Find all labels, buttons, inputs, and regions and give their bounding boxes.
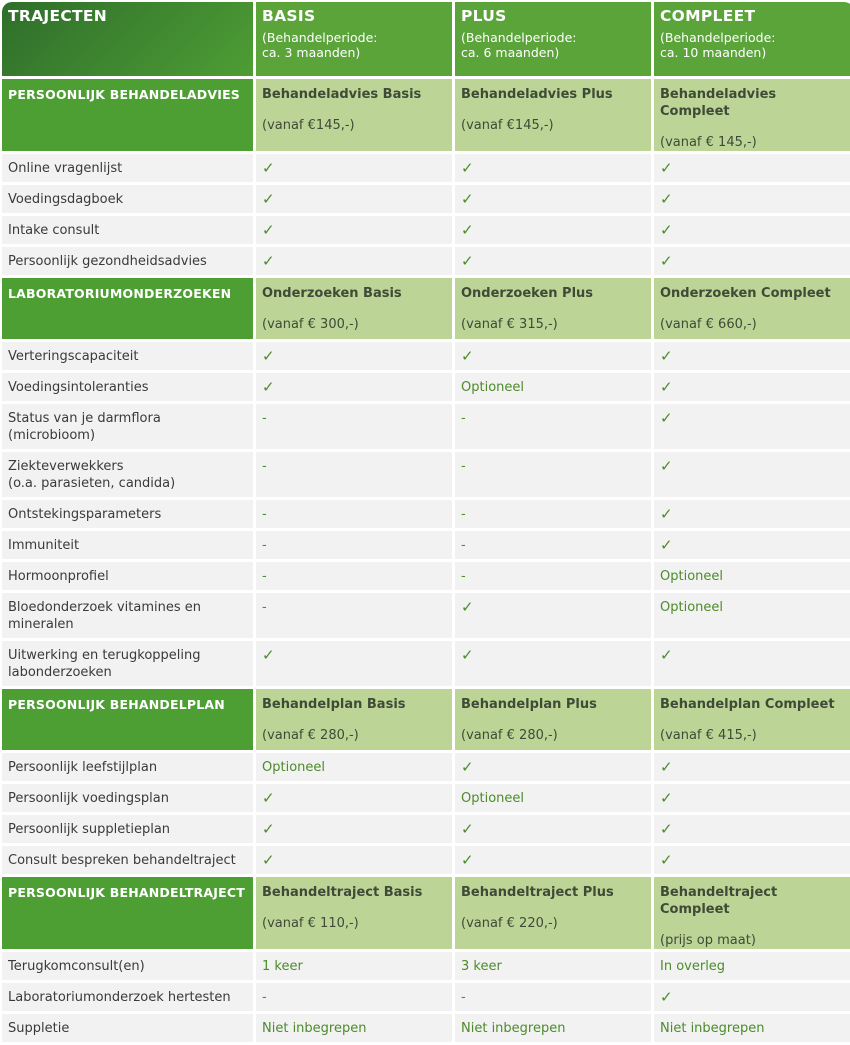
row-label: Ontstekingsparameters bbox=[8, 507, 162, 522]
row-label: Consult bespreken behandeltraject bbox=[8, 853, 236, 868]
not-included-mark: - bbox=[262, 569, 267, 584]
row-value-cell bbox=[256, 154, 452, 182]
check-icon: ✓ bbox=[660, 409, 673, 427]
row-label-cell bbox=[2, 154, 253, 182]
check-icon: ✓ bbox=[660, 789, 673, 807]
table-row bbox=[2, 753, 850, 781]
row-value-cell bbox=[256, 452, 452, 497]
row-value: Optioneel bbox=[461, 380, 524, 395]
row-value-cell bbox=[256, 983, 452, 1011]
row-label-cell bbox=[2, 846, 253, 874]
check-icon: ✓ bbox=[660, 252, 673, 270]
package-name: Behandeltraject Basis bbox=[262, 885, 423, 900]
header-plus-cell bbox=[455, 2, 651, 76]
row-value: 1 keer bbox=[262, 959, 303, 974]
not-included-mark: - bbox=[262, 507, 267, 522]
table-row bbox=[2, 500, 850, 528]
row-value-cell bbox=[455, 846, 651, 874]
check-icon: ✓ bbox=[660, 190, 673, 208]
section-package-cell bbox=[654, 877, 850, 949]
section-package-cell bbox=[455, 689, 651, 750]
check-icon: ✓ bbox=[660, 646, 673, 664]
section-title-cell bbox=[2, 79, 253, 151]
row-value-cell bbox=[455, 562, 651, 590]
not-included-mark: - bbox=[461, 990, 466, 1005]
package-price: (vanaf € 145,-) bbox=[660, 135, 757, 150]
row-value: In overleg bbox=[660, 959, 726, 974]
package-price: (vanaf € 300,-) bbox=[262, 317, 359, 332]
row-value-cell bbox=[654, 562, 850, 590]
row-value-cell bbox=[256, 784, 452, 812]
package-price: (vanaf € 280,-) bbox=[461, 728, 558, 743]
table-row bbox=[2, 562, 850, 590]
check-icon: ✓ bbox=[660, 851, 673, 869]
row-value-cell bbox=[654, 753, 850, 781]
check-icon: ✓ bbox=[461, 758, 474, 776]
row-value-cell bbox=[455, 185, 651, 213]
row-label-cell bbox=[2, 1014, 253, 1042]
row-value-cell bbox=[455, 216, 651, 244]
plan-name: BASIS bbox=[262, 7, 316, 25]
check-icon: ✓ bbox=[660, 159, 673, 177]
not-included-mark: - bbox=[262, 459, 267, 474]
row-value-cell bbox=[455, 983, 651, 1011]
row-value-cell bbox=[654, 154, 850, 182]
check-icon: ✓ bbox=[262, 378, 275, 396]
row-value-cell bbox=[654, 815, 850, 843]
row-value-cell bbox=[256, 562, 452, 590]
table-row bbox=[2, 815, 850, 843]
package-price: (vanaf €145,-) bbox=[262, 118, 355, 133]
row-value-cell bbox=[455, 815, 651, 843]
table-title: TRAJECTEN bbox=[8, 7, 108, 25]
table-row bbox=[2, 983, 850, 1011]
check-icon: ✓ bbox=[660, 378, 673, 396]
row-label: Voedingsdagboek bbox=[8, 192, 124, 207]
section-title: PERSOONLIJK BEHANDELPLAN bbox=[8, 697, 225, 712]
package-price: (vanaf € 220,-) bbox=[461, 916, 558, 931]
row-value-cell bbox=[256, 593, 452, 638]
row-label: Terugkomconsult(en) bbox=[8, 959, 145, 974]
package-name: Onderzoeken Basis bbox=[262, 286, 402, 301]
check-icon: ✓ bbox=[660, 988, 673, 1006]
section-package-cell bbox=[455, 79, 651, 151]
plan-period: (Behandelperiode: bbox=[262, 30, 378, 45]
section-title-cell bbox=[2, 877, 253, 949]
row-value-cell bbox=[654, 373, 850, 401]
check-icon: ✓ bbox=[660, 505, 673, 523]
header-basis-cell bbox=[256, 2, 452, 76]
table-row bbox=[2, 247, 850, 275]
row-label: Persoonlijk suppletieplan bbox=[8, 822, 171, 837]
plan-period: ca. 6 maanden) bbox=[461, 45, 560, 60]
row-value-cell bbox=[654, 185, 850, 213]
row-value-cell bbox=[654, 404, 850, 449]
row-label-cell bbox=[2, 562, 253, 590]
row-label: Laboratoriumonderzoek hertesten bbox=[8, 990, 231, 1005]
row-label: Persoonlijk voedingsplan bbox=[8, 791, 169, 806]
plan-period: (Behandelperiode: bbox=[461, 30, 577, 45]
row-label-cell bbox=[2, 216, 253, 244]
row-value: Optioneel bbox=[461, 791, 524, 806]
row-label: Ziekteverwekkers bbox=[8, 459, 124, 474]
row-value-cell bbox=[455, 452, 651, 497]
table-header-row bbox=[2, 2, 850, 76]
check-icon: ✓ bbox=[660, 536, 673, 554]
row-label-cell bbox=[2, 815, 253, 843]
header-title-cell bbox=[2, 2, 253, 76]
row-value-cell bbox=[654, 641, 850, 686]
row-label-cell bbox=[2, 983, 253, 1011]
package-name: Behandelplan Compleet bbox=[660, 697, 835, 712]
table-row bbox=[2, 1014, 850, 1042]
check-icon: ✓ bbox=[461, 252, 474, 270]
row-value-cell bbox=[455, 531, 651, 559]
table-row bbox=[2, 373, 850, 401]
row-value-cell bbox=[256, 952, 452, 980]
section-title: LABORATORIUMONDERZOEKEN bbox=[8, 286, 232, 301]
row-value-cell bbox=[256, 342, 452, 370]
check-icon: ✓ bbox=[660, 347, 673, 365]
section-package-cell bbox=[455, 278, 651, 339]
section-title-cell bbox=[2, 689, 253, 750]
row-value-cell bbox=[256, 500, 452, 528]
row-value-cell bbox=[455, 500, 651, 528]
check-icon: ✓ bbox=[461, 820, 474, 838]
check-icon: ✓ bbox=[262, 159, 275, 177]
check-icon: ✓ bbox=[660, 457, 673, 475]
check-icon: ✓ bbox=[461, 598, 474, 616]
row-label-cell bbox=[2, 373, 253, 401]
row-value-cell bbox=[256, 1014, 452, 1042]
package-price: (vanaf € 415,-) bbox=[660, 728, 757, 743]
row-label-continued: (microbioom) bbox=[8, 428, 96, 443]
table-row bbox=[2, 952, 850, 980]
package-name: Onderzoeken Compleet bbox=[660, 286, 831, 301]
table-row bbox=[2, 452, 850, 497]
row-label-cell bbox=[2, 452, 253, 497]
check-icon: ✓ bbox=[262, 646, 275, 664]
section-package-cell bbox=[256, 278, 452, 339]
row-value-cell bbox=[256, 531, 452, 559]
row-value: Niet inbegrepen bbox=[461, 1021, 566, 1036]
row-value: Optioneel bbox=[660, 569, 723, 584]
row-value-cell bbox=[455, 753, 651, 781]
row-value-cell bbox=[654, 983, 850, 1011]
check-icon: ✓ bbox=[262, 789, 275, 807]
table-row bbox=[2, 185, 850, 213]
package-name: Behandeltraject Plus bbox=[461, 885, 614, 900]
check-icon: ✓ bbox=[461, 347, 474, 365]
row-value-cell bbox=[455, 641, 651, 686]
package-name: Behandeladvies Plus bbox=[461, 87, 613, 102]
check-icon: ✓ bbox=[262, 190, 275, 208]
package-price: (vanaf € 110,-) bbox=[262, 916, 359, 931]
row-label-cell bbox=[2, 247, 253, 275]
row-value: Optioneel bbox=[660, 600, 723, 615]
row-value-cell bbox=[256, 846, 452, 874]
package-name: Onderzoeken Plus bbox=[461, 286, 594, 301]
package-price: (vanaf €145,-) bbox=[461, 118, 554, 133]
package-name: Behandelplan Basis bbox=[262, 697, 406, 712]
row-value-cell bbox=[654, 952, 850, 980]
header-compleet-cell bbox=[654, 2, 850, 76]
row-value-cell bbox=[256, 404, 452, 449]
section-header-row bbox=[2, 689, 850, 750]
row-label: Uitwerking en terugkoppeling bbox=[8, 648, 201, 663]
row-value-cell bbox=[455, 593, 651, 638]
not-included-mark: - bbox=[461, 538, 466, 553]
check-icon: ✓ bbox=[660, 820, 673, 838]
check-icon: ✓ bbox=[262, 851, 275, 869]
row-label-continued: mineralen bbox=[8, 617, 74, 632]
row-value-cell bbox=[455, 404, 651, 449]
row-label-continued: (o.a. parasieten, candida) bbox=[8, 476, 176, 491]
section-title-cell bbox=[2, 278, 253, 339]
section-package-cell bbox=[256, 79, 452, 151]
row-value-cell bbox=[455, 952, 651, 980]
section-package-cell bbox=[256, 877, 452, 949]
package-name: Behandeladvies Compleet bbox=[660, 87, 777, 119]
row-value-cell bbox=[256, 641, 452, 686]
row-label: Suppletie bbox=[8, 1021, 70, 1036]
section-package-cell bbox=[654, 79, 850, 151]
row-value-cell bbox=[455, 247, 651, 275]
section-header-row bbox=[2, 79, 850, 151]
row-label-cell bbox=[2, 952, 253, 980]
plan-period: (Behandelperiode: bbox=[660, 30, 776, 45]
row-label-cell bbox=[2, 404, 253, 449]
row-value-cell bbox=[455, 1014, 651, 1042]
table-row bbox=[2, 404, 850, 449]
row-value-cell bbox=[256, 753, 452, 781]
row-label-cell bbox=[2, 593, 253, 638]
row-label: Voedingsintoleranties bbox=[8, 380, 149, 395]
table-row bbox=[2, 784, 850, 812]
not-included-mark: - bbox=[461, 507, 466, 522]
row-value: Niet inbegrepen bbox=[262, 1021, 367, 1036]
package-price: (vanaf € 280,-) bbox=[262, 728, 359, 743]
row-value-cell bbox=[455, 784, 651, 812]
section-package-cell bbox=[654, 278, 850, 339]
row-label: Intake consult bbox=[8, 223, 100, 238]
row-value: Optioneel bbox=[262, 760, 325, 775]
row-value-cell bbox=[455, 154, 651, 182]
table-row bbox=[2, 216, 850, 244]
section-title: PERSOONLIJK BEHANDELADVIES bbox=[8, 87, 241, 102]
check-icon: ✓ bbox=[660, 758, 673, 776]
row-label-cell bbox=[2, 342, 253, 370]
row-label-cell bbox=[2, 185, 253, 213]
row-value-cell bbox=[654, 247, 850, 275]
section-package-cell bbox=[256, 689, 452, 750]
section-title: PERSOONLIJK BEHANDELTRAJECT bbox=[8, 885, 245, 900]
check-icon: ✓ bbox=[262, 221, 275, 239]
row-label-cell bbox=[2, 531, 253, 559]
table-row bbox=[2, 154, 850, 182]
row-label: Bloedonderzoek vitamines en bbox=[8, 600, 201, 615]
row-value: 3 keer bbox=[461, 959, 502, 974]
section-header-row bbox=[2, 877, 850, 949]
not-included-mark: - bbox=[262, 411, 267, 426]
row-label-cell bbox=[2, 641, 253, 686]
plan-name: PLUS bbox=[461, 7, 507, 25]
row-value-cell bbox=[256, 815, 452, 843]
package-name: Behandeltraject Compleet bbox=[660, 885, 778, 917]
row-value-cell bbox=[654, 531, 850, 559]
row-value-cell bbox=[654, 593, 850, 638]
package-name: Behandeladvies Basis bbox=[262, 87, 422, 102]
check-icon: ✓ bbox=[461, 221, 474, 239]
row-value-cell bbox=[654, 216, 850, 244]
row-value-cell bbox=[455, 342, 651, 370]
check-icon: ✓ bbox=[461, 646, 474, 664]
row-value-cell bbox=[654, 784, 850, 812]
not-included-mark: - bbox=[262, 600, 267, 615]
row-value-cell bbox=[455, 373, 651, 401]
package-price: (vanaf € 660,-) bbox=[660, 317, 757, 332]
row-label: Hormoonprofiel bbox=[8, 569, 109, 584]
not-included-mark: - bbox=[461, 569, 466, 584]
row-value: Niet inbegrepen bbox=[660, 1021, 765, 1036]
plan-period: ca. 3 maanden) bbox=[262, 45, 361, 60]
not-included-mark: - bbox=[262, 990, 267, 1005]
table-row bbox=[2, 531, 850, 559]
package-name: Behandelplan Plus bbox=[461, 697, 597, 712]
section-header-row bbox=[2, 278, 850, 339]
package-price: (vanaf € 315,-) bbox=[461, 317, 558, 332]
not-included-mark: - bbox=[461, 411, 466, 426]
row-label: Immuniteit bbox=[8, 538, 80, 553]
row-value-cell bbox=[654, 342, 850, 370]
table-row bbox=[2, 342, 850, 370]
plan-period: ca. 10 maanden) bbox=[660, 45, 767, 60]
check-icon: ✓ bbox=[262, 252, 275, 270]
row-value-cell bbox=[654, 452, 850, 497]
section-package-cell bbox=[654, 689, 850, 750]
package-price: (prijs op maat) bbox=[660, 933, 756, 948]
row-value-cell bbox=[654, 1014, 850, 1042]
row-value-cell bbox=[654, 846, 850, 874]
plan-name: COMPLEET bbox=[660, 7, 756, 25]
row-label-cell bbox=[2, 500, 253, 528]
row-label: Persoonlijk gezondheidsadvies bbox=[8, 254, 207, 269]
check-icon: ✓ bbox=[262, 347, 275, 365]
row-label: Persoonlijk leefstijlplan bbox=[8, 760, 158, 775]
row-value-cell bbox=[256, 373, 452, 401]
row-label-cell bbox=[2, 784, 253, 812]
row-label: Online vragenlijst bbox=[8, 161, 123, 176]
check-icon: ✓ bbox=[461, 190, 474, 208]
section-package-cell bbox=[455, 877, 651, 949]
not-included-mark: - bbox=[461, 459, 466, 474]
row-label-continued: labonderzoeken bbox=[8, 665, 112, 680]
check-icon: ✓ bbox=[262, 820, 275, 838]
check-icon: ✓ bbox=[461, 159, 474, 177]
not-included-mark: - bbox=[262, 538, 267, 553]
check-icon: ✓ bbox=[660, 221, 673, 239]
table-row bbox=[2, 641, 850, 686]
row-label-cell bbox=[2, 753, 253, 781]
row-value-cell bbox=[256, 247, 452, 275]
table-row bbox=[2, 593, 850, 638]
row-label: Status van je darmflora bbox=[8, 411, 161, 426]
row-value-cell bbox=[256, 185, 452, 213]
row-label: Verteringscapaciteit bbox=[8, 349, 139, 364]
row-value-cell bbox=[256, 216, 452, 244]
row-value-cell bbox=[654, 500, 850, 528]
check-icon: ✓ bbox=[461, 851, 474, 869]
table-row bbox=[2, 846, 850, 874]
